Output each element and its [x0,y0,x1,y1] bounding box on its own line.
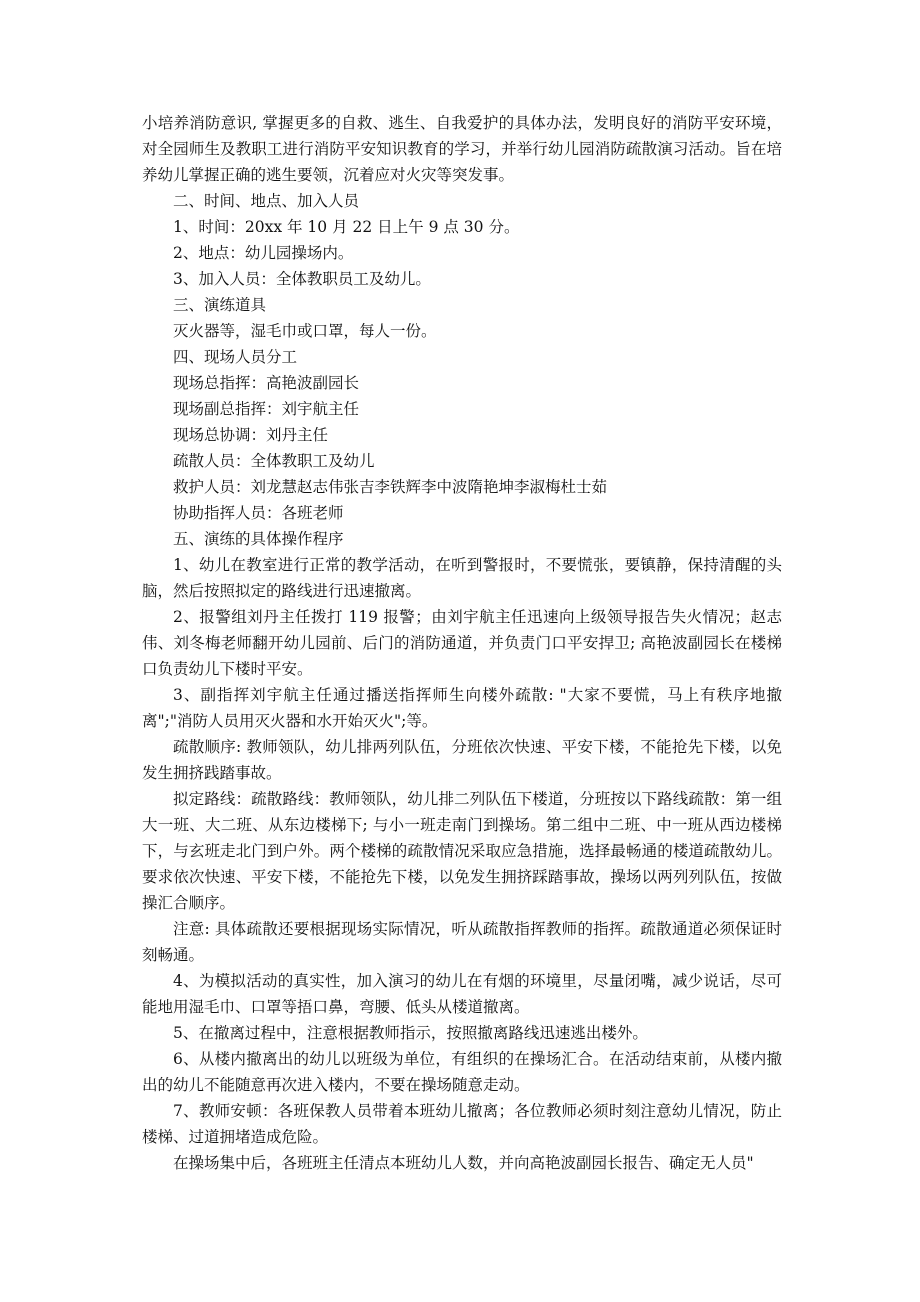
paragraph-step-1: 1、幼儿在教室进行正常的教学活动，在听到警报时，不要慌张，要镇静，保持清醒的头脑，然后按照拟定的路线进行迅速撤离。 [142,556,782,600]
paragraph-step-2: 2、报警组刘丹主任拨打 119 报警；由刘宇航主任迅速向上级领导报告失火情况；赵志伟、刘冬梅老师翻开幼儿园前、后门的消防通道，并负责门口平安捍卫; 高艳波副园长在楼梯口负责幼儿下楼时平安。 [142,608,782,678]
document-body [142,110,782,1176]
paragraph-note: 注意: 具体疏散还要根据现场实际情况，听从疏散指挥教师的指挥。疏散通道必须保证时刻畅通。 [142,920,782,964]
paragraph-participants: 3、加入人员：全体教职员工及幼儿。 [173,270,431,288]
paragraph-section-2: 二、时间、地点、加入人员 [173,192,360,210]
paragraph-evacuation: 疏散人员：全体教职工及幼儿 [173,452,375,470]
paragraph-deputy: 现场副总指挥：刘宇航主任 [173,400,360,418]
paragraph-rescue: 救护人员：刘龙慧赵志伟张吉李铁辉李中波隋艳坤李淑梅杜士茹 [173,478,608,496]
paragraph-props: 灭火器等，湿毛巾或口罩，每人一份。 [173,322,437,340]
paragraph-coordinator: 现场总协调：刘丹主任 [173,426,329,444]
paragraph-step-6: 6、从楼内撤离出的幼儿以班级为单位，有组织的在操场汇合。在活动结束前，从楼内撤出的幼儿不能随意再次进入楼内，不要在操场随意走动。 [142,1050,782,1094]
paragraph-time: 1、时间：20xx 年 10 月 22 日上午 9 点 30 分。 [173,218,520,236]
paragraph-place: 2、地点：幼儿园操场内。 [173,244,354,262]
paragraph-assist: 协助指挥人员：各班老师 [173,504,344,522]
paragraph-section-4: 四、现场人员分工 [173,348,298,366]
paragraph-chief: 现场总指挥：高艳波副园长 [173,374,360,392]
paragraph-route: 拟定路线：疏散路线：教师领队，幼儿排二列队伍下楼道，分班按以下路线疏散：第一组大一班、大二班、从东边楼梯下; 与小一班走南门到操场。第二组中二班、中一班从西边楼梯下，与玄班走北门到户外。两个楼梯的疏散情况采取应急措施，选择最畅通的楼道疏散幼儿。要求依次快速、平安下楼，不能抢先下楼，以免发生拥挤踩踏事故，操场以两列列队伍，按做操汇合顺序。 [142,790,782,912]
paragraph-assemble: 在操场集中后，各班班主任清点本班幼儿人数，并向高艳波副园长报告、确定无人员" [173,1154,754,1172]
paragraph-step-5: 5、在撤离过程中，注意根据教师指示，按照撤离路线迅速逃出楼外。 [173,1024,648,1042]
paragraph-section-3: 三、演练道具 [173,296,267,314]
paragraph-step-4: 4、为模拟活动的真实性，加入演习的幼儿在有烟的环境里，尽量闭嘴，减少说话，尽可能地用湿毛巾、口罩等捂口鼻，弯腰、低头从楼道撤离。 [142,972,782,1016]
paragraph-order: 疏散顺序: 教师领队，幼儿排两列队伍，分班依次快速、平安下楼，不能抢先下楼，以免发生拥挤践踏事故。 [142,738,782,782]
paragraph-section-5: 五、演练的具体操作程序 [173,530,344,548]
paragraph-step-3: 3、副指挥刘宇航主任通过播送指挥师生向楼外疏散: "大家不要慌，马上有秩序地撤离";"消防人员用灭火器和水开始灭火";等。 [142,686,782,730]
paragraph-intro: 小培养消防意识, 掌握更多的自救、逃生、自我爱护的具体办法，发明良好的消防平安环境，对全园师生及教职工进行消防平安知识教育的学习，并举行幼儿园消防疏散演习活动。旨在培养幼儿掌握正确的逃生要领，沉着应对火灾等突发事。 [142,114,782,184]
paragraph-step-7: 7、教师安顿：各班保教人员带着本班幼儿撤离；各位教师必须时刻注意幼儿情况，防止楼梯、过道拥堵造成危险。 [142,1102,782,1146]
